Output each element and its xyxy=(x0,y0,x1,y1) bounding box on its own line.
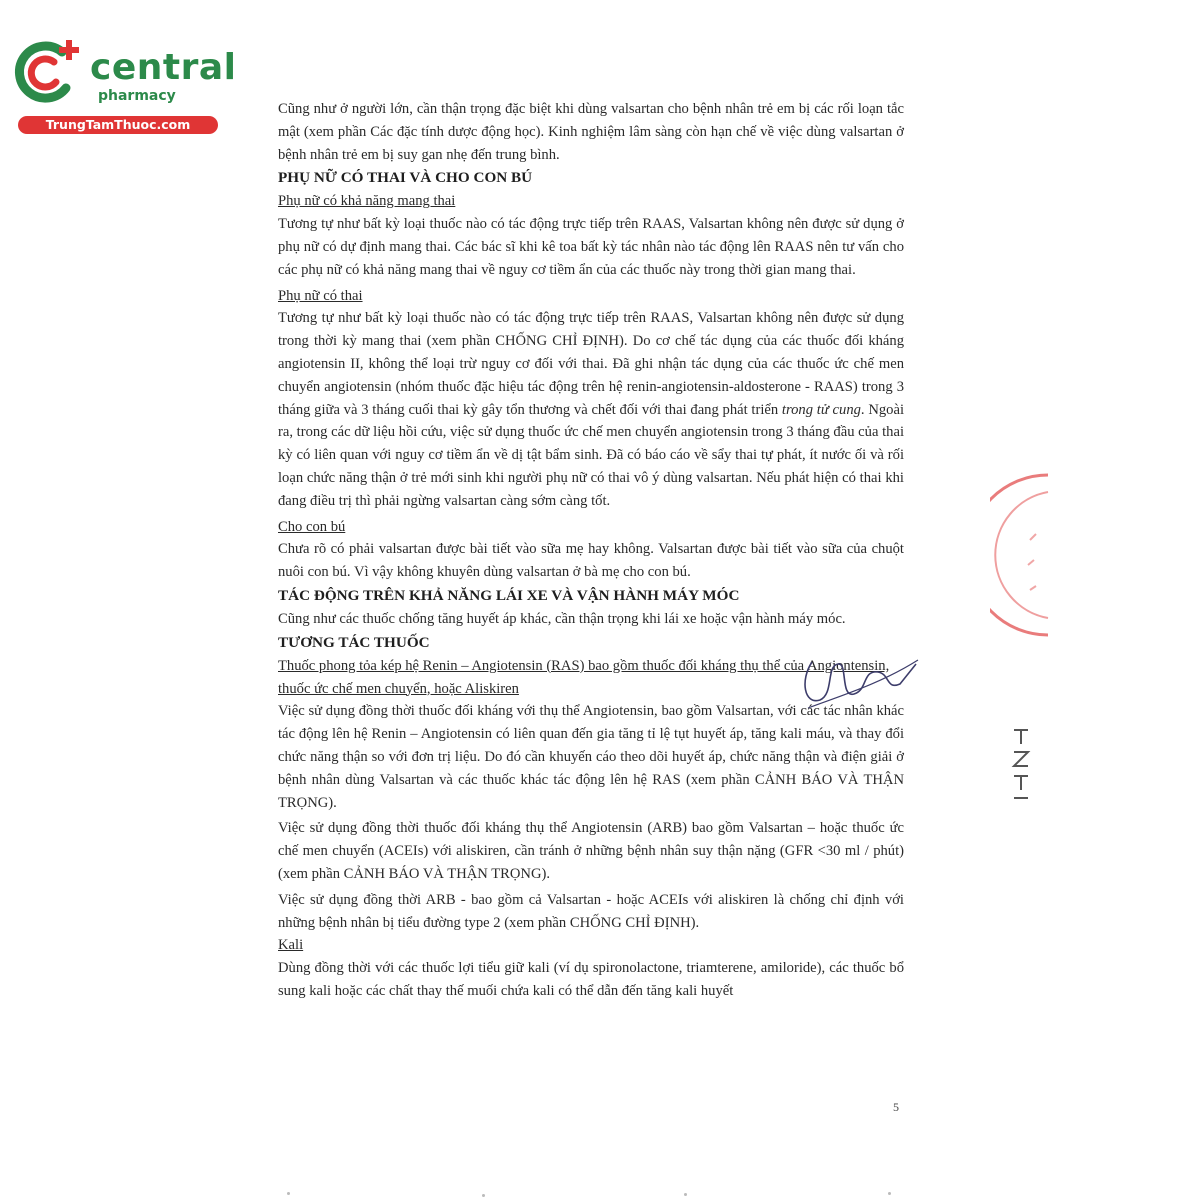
red-stamp-icon xyxy=(990,470,1050,640)
subsection-breastfeeding-title: Cho con bú xyxy=(278,518,346,535)
brand-subtitle: pharmacy xyxy=(98,88,176,104)
section-driving-title: TÁC ĐỘNG TRÊN KHẢ NĂNG LÁI XE VÀ VẬN HÀNH MÁY MÓC xyxy=(278,586,740,604)
pregnant-paragraph xyxy=(278,307,904,512)
section-pregnancy-title: PHỤ NỮ CÓ THAI VÀ CHO CON BÚ xyxy=(278,169,533,187)
signature-icon xyxy=(790,650,920,720)
brand-logo[interactable] xyxy=(10,38,237,138)
potassium-paragraph: Dùng đồng thời với các thuốc lợi tiểu giữ kali (ví dụ spironolactone, triamterene, amiloride), các thuốc bổ sung kali hoặc các chất thay thế muối chứa kali có thể dẫn đến tăng kali huyết xyxy=(278,960,904,999)
ras-paragraph-3: Việc sử dụng đồng thời ARB - bao gồm cả Valsartan - hoặc ACEIs với aliskiren là chống chỉ định với những bệnh nhân bị tiểu đường type 2 (xem phần CHỐNG CHỈ ĐỊNH). xyxy=(278,891,904,931)
pregnant-text-italic: trong tử cung xyxy=(781,401,861,418)
central-pharmacy-logo-icon xyxy=(10,38,90,108)
section-interactions-title: TƯƠNG TÁC THUỐC xyxy=(278,633,430,651)
scan-speck xyxy=(287,1192,290,1195)
breastfeeding-paragraph: Chưa rõ có phải valsartan được bài tiết vào sữa mẹ hay không. Valsartan được bài tiết vào sữa của chuột nuôi con bú. Vì vậy không khuyên dùng valsartan ở bà mẹ cho con bú. xyxy=(278,541,904,581)
pregnant-text-a: Tương tự như bất kỳ loại thuốc nào có tác động trực tiếp trên RAAS, Valsartan không nên được sử dụng trong thời kỳ mang thai (xem phần CHỐNG CHỈ ĐỊNH). Do cơ chế tác dụng của các thuốc đối kháng angiotensin II, không thể loại trừ nguy cơ đối với thai. Đã ghi nhận tác dụng của các thuốc ức chế men chuyển angiotensin (nhóm thuốc đặc hiệu tác động trên hệ renin-angiotensin-aldosterone - RAAS) trong 3 tháng giữa và 3 tháng cuối thai kỳ gây tổn thương và chết đối với thai đang phát triển xyxy=(278,310,904,418)
scan-speck xyxy=(482,1194,485,1197)
subsection-pregnant-title: Phụ nữ có thai xyxy=(278,287,363,304)
page-number: 5 xyxy=(893,1100,899,1114)
brand-name: central xyxy=(90,47,237,88)
scan-speck xyxy=(888,1192,891,1195)
scan-speck xyxy=(684,1193,687,1196)
childbearing-paragraph: Tương tự như bất kỳ loại thuốc nào có tác động trực tiếp trên RAAS, Valsartan không nên được sử dụng ở phụ nữ có dự định mang thai. Các bác sĩ khi kê toa bất kỳ tác nhân nào tác động lên RAAS nên tư vấn cho các phụ nữ có khả năng mang thai về nguy cơ tiềm ẩn của các thuốc này trong thời gian mang thai. xyxy=(278,216,904,278)
brand-url[interactable]: TrungTamThuoc.com xyxy=(18,116,218,134)
ras-paragraph-1: Việc sử dụng đồng thời thuốc đối kháng với thụ thể Angiotensin, bao gồm Valsartan, với các tác nhân khác tác động lên hệ Renin – Angiotensin có liên quan đến gia tăng tỉ lệ tụt huyết áp, tăng kali máu, và thay đổi chức năng thận so với đơn trị liệu. Do đó cần khuyến cáo theo dõi huyết áp, chức năng thận và điện giải ở bệnh nhân dùng Valsartan và các thuốc khác tác động lên hệ RAS (xem phần CẢNH BÁO VÀ THẬN TRỌNG). xyxy=(278,703,904,811)
driving-paragraph: Cũng như các thuốc chống tăng huyết áp khác, cần thận trọng khi lái xe hoặc vận hành máy móc. xyxy=(278,610,846,627)
subsection-ras-title: Thuốc phong tỏa kép hệ Renin – Angiotensin (RAS) bao gồm thuốc đối kháng thụ thể của Angiontensin, thuốc ức chế men chuyển, hoặc Aliskiren xyxy=(278,657,890,697)
subsection-childbearing-title: Phụ nữ có khả năng mang thai xyxy=(278,193,456,210)
scan-edge-mark-icon xyxy=(1008,720,1034,810)
document-page xyxy=(278,98,904,1003)
intro-paragraph: Cũng như ở người lớn, cần thận trọng đặc biệt khi dùng valsartan cho bệnh nhân trẻ em bị các rối loạn tắc mật (xem phần Các đặc tính dược động học). Kinh nghiệm lâm sàng còn hạn chế về việc dùng valsartan ở bệnh nhân trẻ em bị suy gan nhẹ đến trung bình. xyxy=(278,101,904,163)
pregnant-text-b: . Ngoài ra, trong các dữ liệu hồi cứu, việc sử dụng thuốc ức chế men chuyển angiotensin trong 3 tháng đầu của thai kỳ có liên quan với nguy cơ tiềm ẩn về dị tật bẩm sinh. Đã có báo cáo về sẩy thai tự phát, ít nước ối và rối loạn chức năng thận ở trẻ mới sinh khi người phụ nữ có thai vô ý dùng valsartan. Nếu phát hiện có thai khi đang điều trị thì phải ngừng valsartan càng sớm càng tốt. xyxy=(278,401,904,509)
subsection-potassium-title: Kali xyxy=(278,937,304,954)
ras-paragraph-2: Việc sử dụng đồng thời thuốc đối kháng thụ thể Angiotensin (ARB) bao gồm Valsartan – hoặc thuốc ức chế men chuyển (ACEIs) với aliskiren, cần tránh ở những bệnh nhân suy thận nặng (GFR <30 ml / phút) (xem phần CẢNH BÁO VÀ THẬN TRỌNG). xyxy=(278,820,904,882)
